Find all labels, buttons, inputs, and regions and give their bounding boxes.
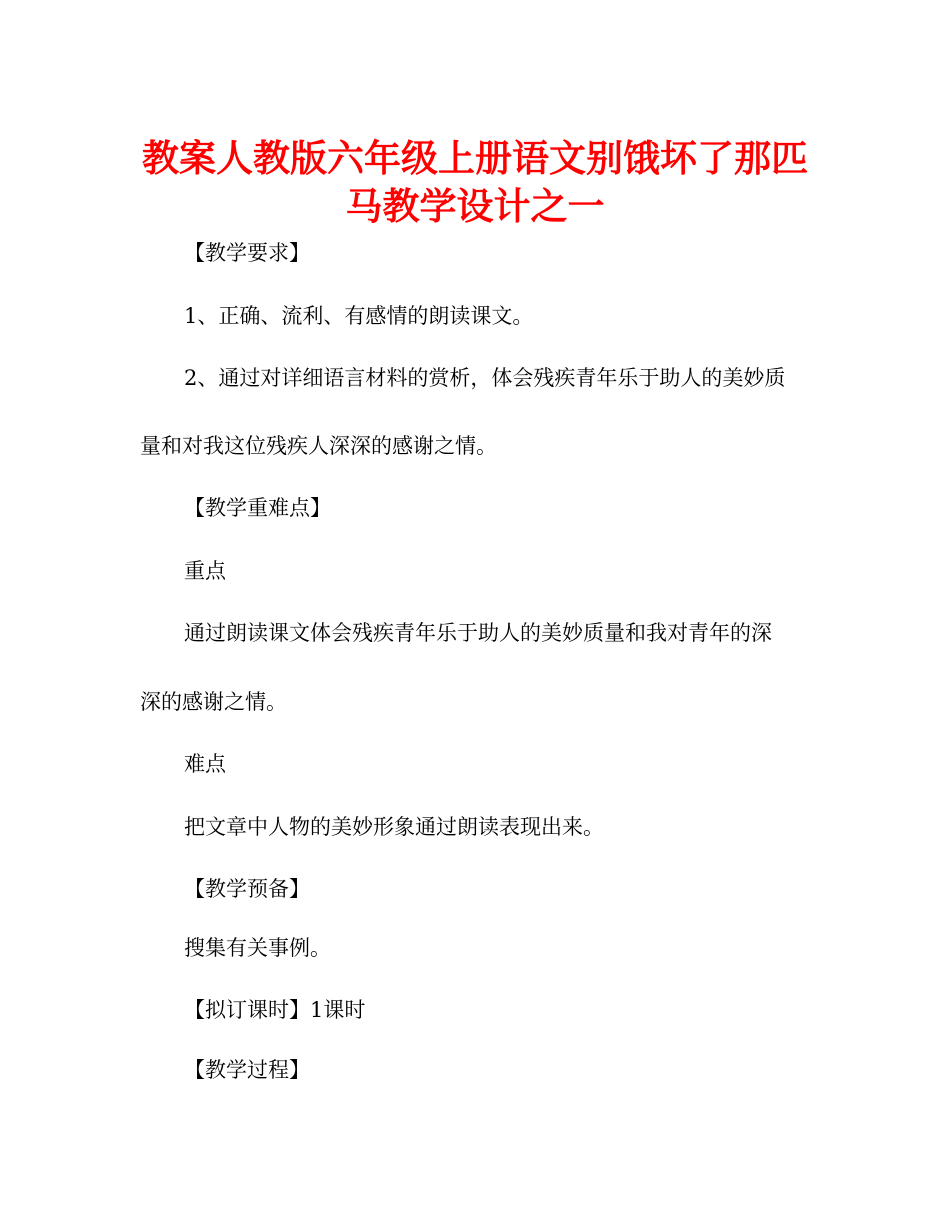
document-title-line-1: 教案人教版六年级上册语文别饿坏了那匹 xyxy=(142,137,808,180)
key-point-text: 通过朗读课文体会残疾青年乐于助人的美妙质量和我对青年的深 xyxy=(184,621,772,645)
subheading-difficult-point: 难点 xyxy=(184,752,226,776)
section-heading-key-difficult-points: 【教学重难点】 xyxy=(184,496,331,520)
key-point-text-continued: 深的感谢之情。 xyxy=(140,690,287,714)
document-title-line-2: 马教学设计之一 xyxy=(345,185,605,228)
requirement-item-2: 2、通过对详细语言材料的赏析，体会残疾青年乐于助人的美妙质 xyxy=(184,366,786,390)
preparation-text: 搜集有关事例。 xyxy=(184,936,331,960)
section-heading-teaching-process: 【教学过程】 xyxy=(184,1058,310,1082)
requirement-item-2-continued: 量和对我这位残疾人深深的感谢之情。 xyxy=(140,434,497,458)
section-heading-teaching-preparation: 【教学预备】 xyxy=(184,877,310,901)
subheading-key-point: 重点 xyxy=(184,559,226,583)
difficult-point-text: 把文章中人物的美妙形象通过朗读表现出来。 xyxy=(184,815,604,839)
section-heading-teaching-requirements: 【教学要求】 xyxy=(184,241,310,265)
requirement-item-1: 1、正确、流利、有感情的朗读课文。 xyxy=(184,304,534,328)
section-heading-planned-periods: 【拟订课时】1课时 xyxy=(184,998,366,1022)
